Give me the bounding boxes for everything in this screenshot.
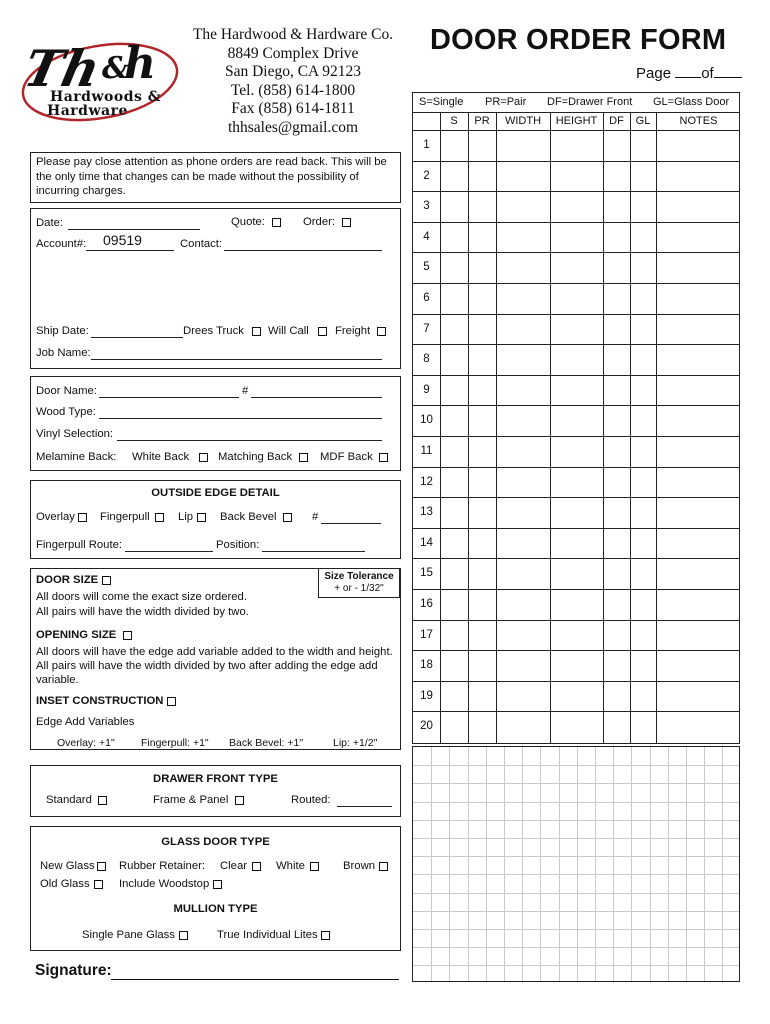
column-header-s: S	[450, 115, 458, 127]
grid-line	[413, 893, 739, 894]
true-lites-checkbox[interactable]	[321, 931, 330, 940]
edge-number-label: #	[312, 511, 319, 523]
table-row-number: 11	[420, 445, 433, 457]
table-row-number: 13	[420, 506, 433, 519]
table-row-number: 5	[423, 261, 430, 274]
opening-size-title: OPENING SIZE	[36, 629, 117, 641]
column-header-gl: GL	[635, 115, 651, 127]
frame-panel-label: Frame & Panel	[153, 794, 229, 806]
legend-drawer-front: DF=Drawer Front	[547, 96, 633, 108]
table-row-divider	[413, 620, 739, 621]
grid-line	[449, 747, 450, 981]
notes-area[interactable]	[35, 259, 397, 321]
table-row-divider	[413, 344, 739, 345]
size-tolerance-value: + or - 1/32"	[334, 583, 384, 594]
overlay-checkbox[interactable]	[78, 513, 87, 522]
table-row-number: 18	[420, 659, 433, 672]
old-glass-label: Old Glass	[40, 878, 90, 890]
account-value: 09519	[103, 232, 142, 248]
column-header-df: DF	[609, 115, 624, 127]
table-row-divider	[413, 650, 739, 651]
company-logo	[20, 28, 188, 124]
table-row-divider	[413, 528, 739, 529]
order-table	[412, 92, 740, 744]
grid-line	[522, 747, 523, 981]
table-row-divider	[413, 252, 739, 253]
grid-line	[413, 911, 739, 912]
white-checkbox[interactable]	[310, 862, 319, 871]
position-label: Position:	[216, 539, 260, 551]
glass-door-section	[30, 826, 401, 951]
fingerpull-label: Fingerpull	[100, 511, 150, 523]
overlay-variable: Overlay: +1"	[57, 737, 115, 749]
table-row-divider	[413, 681, 739, 682]
freight-label: Freight	[335, 325, 371, 337]
standard-label: Standard	[46, 794, 92, 806]
fingerpull-checkbox[interactable]	[155, 513, 164, 522]
legend-single: S=Single	[419, 96, 464, 108]
fingerpull-route-label: Fingerpull Route:	[36, 539, 123, 551]
company-fax: Fax (858) 614-1811	[231, 100, 355, 118]
table-row-number: 16	[420, 598, 433, 610]
grid-line	[577, 747, 578, 981]
svg-text:h: h	[124, 38, 156, 89]
page-label: Page	[636, 65, 672, 82]
grid-line	[413, 765, 739, 766]
job-name-input[interactable]	[91, 359, 382, 360]
grid-line	[413, 965, 739, 966]
back-bevel-variable: Back Bevel: +1"	[229, 737, 304, 749]
glass-door-title: GLASS DOOR TYPE	[161, 836, 270, 848]
mullion-type-title: MULLION TYPE	[173, 903, 258, 915]
page-total-line[interactable]	[714, 64, 742, 78]
table-row-number: 9	[423, 383, 430, 396]
new-glass-label: New Glass	[40, 860, 95, 872]
edge-number-input[interactable]	[321, 523, 381, 524]
single-pane-label: Single Pane Glass	[82, 929, 175, 941]
table-row-number: 12	[420, 475, 433, 488]
vinyl-selection-input[interactable]	[117, 440, 382, 441]
door-size-title: DOOR SIZE	[36, 574, 99, 586]
grid-line	[722, 747, 723, 981]
table-column-divider	[550, 112, 551, 744]
opening-size-line2: All pairs will have the width divided by two after adding the edge add	[36, 660, 378, 672]
lip-label: Lip	[178, 511, 194, 523]
table-row-divider	[413, 191, 739, 192]
will-call-label: Will Call	[268, 325, 309, 337]
old-glass-checkbox[interactable]	[94, 880, 103, 889]
grid-line	[559, 747, 560, 981]
table-row-number: 2	[423, 169, 430, 182]
grid-line	[540, 747, 541, 981]
quote-label: Quote:	[231, 216, 265, 228]
inset-construction-title: INSET CONSTRUCTION	[36, 695, 164, 707]
fingerpull-route-input[interactable]	[125, 551, 213, 552]
edge-add-title: Edge Add Variables	[36, 716, 135, 728]
table-row-divider	[413, 589, 739, 590]
quote-checkbox[interactable]	[272, 218, 281, 227]
page-of-label: of	[701, 65, 714, 82]
grid-line	[613, 747, 614, 981]
grid-line	[413, 820, 739, 821]
table-row-number: 20	[420, 720, 433, 733]
form-title: DOOR ORDER FORM	[430, 24, 727, 56]
table-header-divider	[413, 130, 739, 131]
table-column-divider	[468, 112, 469, 744]
door-size-checkbox[interactable]	[102, 576, 111, 585]
job-name-label: Job Name:	[36, 347, 91, 359]
table-column-divider	[603, 112, 604, 744]
table-row-divider	[413, 467, 739, 468]
grid-line	[413, 856, 739, 857]
overlay-label: Overlay	[36, 511, 75, 523]
drees-truck-label: Drees Truck	[183, 325, 244, 337]
company-address-line2: San Diego, CA 92123	[224, 63, 362, 81]
door-size-line1: All doors will come the exact size ordered.	[36, 591, 247, 603]
fingerpull-variable: Fingerpull: +1"	[141, 737, 209, 749]
svg-text:Hardware: Hardware	[47, 103, 128, 119]
order-info-section	[30, 208, 401, 369]
clear-label: Clear	[220, 860, 247, 872]
back-bevel-label: Back Bevel	[220, 511, 277, 523]
table-row-divider	[413, 375, 739, 376]
include-woodstop-label: Include Woodstop	[119, 878, 210, 890]
table-column-divider	[440, 112, 441, 744]
table-row-divider	[413, 405, 739, 406]
mdf-back-checkbox[interactable]	[379, 453, 388, 462]
svg-text:Hardwoods &: Hardwoods &	[50, 89, 161, 105]
account-input[interactable]	[86, 250, 174, 251]
matching-back-label: Matching Back	[218, 451, 293, 463]
opening-size-line3: variable.	[36, 674, 79, 686]
white-back-checkbox[interactable]	[199, 453, 208, 462]
date-label: Date:	[36, 217, 64, 229]
company-name: The Hardwood & Hardware Co.	[192, 26, 394, 43]
legend-pair: PR=Pair	[485, 96, 527, 108]
grid-line	[431, 747, 432, 981]
door-size-line2: All pairs will have the width divided by two.	[36, 606, 249, 618]
white-label: White	[276, 860, 305, 872]
grid-line	[504, 747, 505, 981]
table-row-number: 17	[420, 628, 433, 641]
single-pane-checkbox[interactable]	[179, 931, 188, 940]
clear-checkbox[interactable]	[252, 862, 261, 871]
signature-label: Signature:	[35, 962, 112, 979]
table-row-number: 7	[423, 322, 430, 335]
door-number-input[interactable]	[251, 397, 382, 398]
grid-line	[413, 838, 739, 839]
grid-line	[595, 747, 596, 981]
page-number-line[interactable]	[675, 64, 701, 78]
door-info-section	[30, 376, 401, 471]
door-name-label: Door Name:	[36, 385, 97, 397]
table-row-number: 4	[423, 230, 430, 243]
table-row-divider	[413, 436, 739, 437]
grid-line	[650, 747, 651, 981]
grid-line	[468, 747, 469, 981]
grid-line	[704, 747, 705, 981]
matching-back-checkbox[interactable]	[299, 453, 308, 462]
svg-text:&: &	[102, 51, 130, 86]
frame-panel-checkbox[interactable]	[235, 796, 244, 805]
grid-line	[413, 783, 739, 784]
signature-input[interactable]	[111, 979, 399, 980]
opening-size-line1: All doors will have the edge add variable added to the width and height.	[36, 646, 393, 658]
company-email: thhsales@gmail.com	[227, 118, 359, 136]
wood-type-input[interactable]	[99, 418, 382, 419]
table-row-number: 8	[423, 353, 430, 366]
table-row-number: 10	[420, 414, 433, 427]
position-input[interactable]	[262, 551, 365, 552]
brown-label: Brown	[343, 860, 376, 872]
white-back-label: White Back	[132, 451, 190, 463]
will-call-checkbox[interactable]	[318, 327, 327, 336]
mdf-back-label: MDF Back	[320, 451, 373, 463]
company-phone: Tel. (858) 614-1800	[230, 81, 356, 99]
date-input[interactable]	[68, 229, 200, 230]
phone-order-notice: Please pay close attention as phone orders are read back. This will be the only time that changes can be made without the possibility of incurring charges.	[30, 152, 401, 203]
table-row-number: 15	[420, 567, 433, 580]
vinyl-selection-label: Vinyl Selection:	[36, 428, 114, 440]
sketch-grid[interactable]	[412, 746, 740, 982]
outside-edge-section	[30, 480, 401, 559]
order-checkbox[interactable]	[342, 218, 351, 227]
contact-label: Contact:	[180, 238, 223, 250]
page-number-field[interactable]	[636, 64, 742, 82]
table-row-number: 1	[423, 139, 430, 151]
table-column-divider	[656, 112, 657, 744]
column-header-notes: NOTES	[679, 115, 718, 127]
back-bevel-checkbox[interactable]	[283, 513, 292, 522]
rubber-retainer-label: Rubber Retainer:	[119, 860, 206, 872]
company-address-line1: 8849 Complex Drive	[227, 44, 359, 62]
freight-checkbox[interactable]	[377, 327, 386, 336]
legend-glass-door: GL=Glass Door	[653, 96, 730, 108]
grid-line	[631, 747, 632, 981]
opening-size-checkbox[interactable]	[123, 631, 132, 640]
table-column-divider	[630, 112, 631, 744]
door-number-label: #	[242, 385, 249, 397]
sizing-section	[30, 568, 401, 750]
table-row-divider	[413, 558, 739, 559]
svg-text:Th: Th	[20, 39, 106, 98]
inset-construction-checkbox[interactable]	[167, 697, 176, 706]
door-name-input[interactable]	[99, 397, 239, 398]
table-row-divider	[413, 497, 739, 498]
table-row-number: 3	[423, 200, 430, 213]
ship-date-input[interactable]	[91, 337, 183, 338]
lip-variable: Lip: +1/2"	[333, 737, 378, 749]
new-glass-checkbox[interactable]	[97, 862, 106, 871]
drawer-front-title: DRAWER FRONT TYPE	[153, 773, 278, 785]
column-header-height: HEIGHT	[555, 115, 598, 127]
account-label: Account#:	[36, 238, 87, 250]
include-woodstop-checkbox[interactable]	[213, 880, 222, 889]
table-row-divider	[413, 222, 739, 223]
routed-label: Routed:	[291, 794, 331, 806]
table-row-number: 14	[420, 536, 433, 549]
table-row-divider	[413, 161, 739, 162]
grid-line	[486, 747, 487, 981]
size-tolerance-title: Size Tolerance	[324, 571, 394, 582]
grid-line	[668, 747, 669, 981]
company-address-block	[182, 26, 404, 138]
melamine-back-label: Melamine Back:	[36, 451, 117, 463]
grid-line	[686, 747, 687, 981]
wood-type-label: Wood Type:	[36, 406, 96, 418]
outside-edge-title: OUTSIDE EDGE DETAIL	[151, 487, 280, 499]
column-header-pr: PR	[474, 115, 490, 127]
grid-line	[413, 802, 739, 803]
grid-line	[413, 929, 739, 930]
ship-date-label: Ship Date:	[36, 325, 89, 337]
brown-checkbox[interactable]	[379, 862, 388, 871]
lip-checkbox[interactable]	[197, 513, 206, 522]
table-legend	[413, 93, 739, 112]
grid-line	[413, 874, 739, 875]
grid-line	[413, 947, 739, 948]
standard-checkbox[interactable]	[98, 796, 107, 805]
drees-truck-checkbox[interactable]	[252, 327, 261, 336]
true-lites-label: True Individual Lites	[217, 929, 318, 941]
size-tolerance-box	[318, 568, 400, 598]
column-header-width: WIDTH	[504, 115, 542, 127]
table-row-divider	[413, 314, 739, 315]
routed-input[interactable]	[337, 806, 392, 807]
table-row-divider	[413, 711, 739, 712]
table-column-divider	[496, 112, 497, 744]
contact-input[interactable]	[224, 250, 382, 251]
table-row-number: 19	[420, 689, 433, 702]
table-row-divider	[413, 283, 739, 284]
order-label: Order:	[303, 216, 336, 228]
legend-divider	[413, 112, 739, 113]
drawer-front-section	[30, 765, 401, 817]
table-row-number: 6	[423, 292, 430, 304]
